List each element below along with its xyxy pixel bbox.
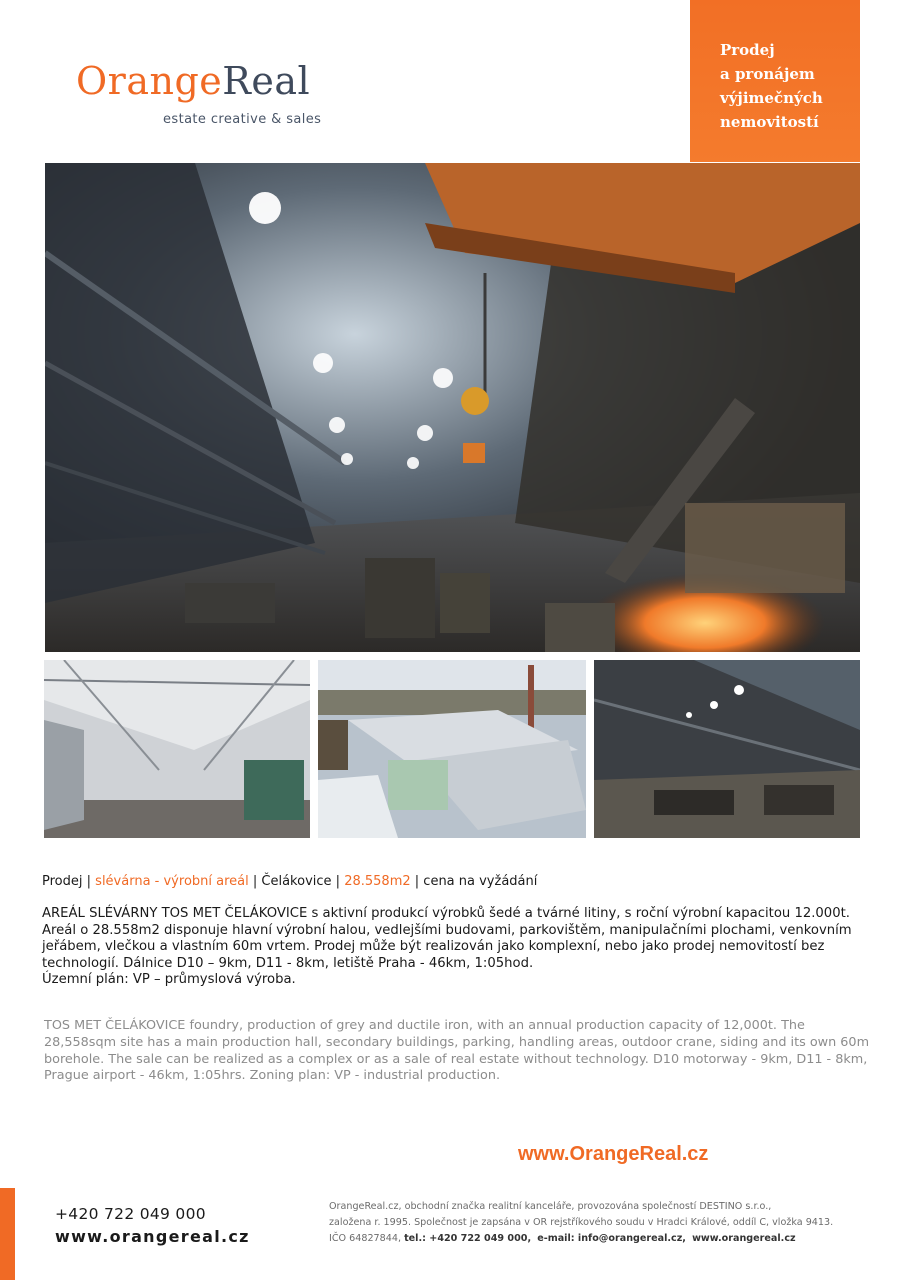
legal-ico: IČO 64827844, xyxy=(329,1233,402,1244)
legal-web[interactable]: www.orangereal.cz xyxy=(692,1233,796,1244)
legal-line: založena r. 1995. Společnost je zapsána v OR rejstříkového soudu v Hradci Králové, oddíl C, vložka 9413. xyxy=(329,1217,834,1228)
description-english-paragraph: TOS MET ČELÁKOVICE foundry, production of grey and ductile iron, with an annual production capacity of 12,000t. The 28,558sqm site has a main production hall, secondary buildings, parking, handling areas, outdoor crane, siding and its own 60m borehole. The sale can be realized as a complex or as a sale of real estate without technology. D10 motorway - 9km, D11 - 8km, Prague airport - 46km, 1:05hrs. Zoning plan: VP - industrial production. xyxy=(44,1018,870,1084)
badge-line: a pronájem xyxy=(720,65,815,83)
separator: | xyxy=(414,874,420,889)
separator: | xyxy=(86,874,92,889)
listing-area: 28.558m2 xyxy=(344,874,411,889)
legal-contact-line xyxy=(329,1231,889,1247)
logo-real-part: Real xyxy=(222,59,311,103)
thumb-photo-production-hall xyxy=(44,660,310,838)
footer-phone[interactable]: +420 722 049 000 xyxy=(55,1205,206,1223)
footer-website[interactable]: www.orangereal.cz xyxy=(55,1227,250,1246)
listing-type: Prodej xyxy=(42,874,83,889)
listing-city: Čelákovice xyxy=(261,874,332,889)
badge-line: výjimečných xyxy=(720,89,823,107)
listing-price: cena na vyžádání xyxy=(423,874,538,889)
description-czech xyxy=(42,906,882,989)
footer-legal xyxy=(329,1199,889,1247)
thumb3-illustration xyxy=(594,660,860,838)
thumb-photo-molding-floor xyxy=(594,660,860,838)
description-czech-paragraph: AREÁL SLÉVÁRNY TOS MET ČELÁKOVICE s aktivní produkcí výrobků šedé a tvárné litiny, s roční výrobní kapacitou 12.000t. Areál o 28.558m2 disponuje hlavní výrobní halou, vedlejšími budovami, parkovištěm, manipulačními plochami, venkovním jeřábem, vlečkou a vlastním 60m vrtem. Prodej může být realizován jako komplexní, nebo jako prodej nemovitostí bez technologií. Dálnice D10 – 9km, D11 - 8km, letiště Praha - 46km, 1:05hod. xyxy=(42,906,852,971)
headline-badge xyxy=(690,0,860,162)
brand-logo xyxy=(76,59,311,103)
thumb1-illustration xyxy=(44,660,310,838)
hero-photo-foundry-interior xyxy=(45,163,860,652)
badge-text xyxy=(720,38,855,134)
description-czech-zoning: Územní plán: VP – průmyslová výroba. xyxy=(42,972,296,987)
thumb2-illustration xyxy=(318,660,586,838)
separator: | xyxy=(335,874,341,889)
legal-line: OrangeReal.cz, obchodní značka realitní kanceláře, provozována společností DESTINO s.r.o., xyxy=(329,1201,772,1212)
description-english xyxy=(44,1018,879,1085)
badge-line: nemovitostí xyxy=(720,113,819,131)
logo-orange-part: Orange xyxy=(76,59,223,103)
thumb-photo-aerial-view xyxy=(318,660,586,838)
listing-summary xyxy=(42,874,537,889)
logo-tagline: estate creative & sales xyxy=(163,112,322,127)
badge-line: Prodej xyxy=(720,41,775,59)
separator: | xyxy=(252,874,258,889)
legal-phone[interactable]: tel.: +420 722 049 000, xyxy=(404,1233,532,1244)
legal-email[interactable]: e-mail: info@orangereal.cz, xyxy=(537,1233,686,1244)
listing-category: slévárna - výrobní areál xyxy=(95,874,249,889)
hero-photo-illustration xyxy=(45,163,860,652)
footer-accent-bar xyxy=(0,1188,15,1280)
website-link[interactable]: www.OrangeReal.cz xyxy=(518,1143,709,1165)
